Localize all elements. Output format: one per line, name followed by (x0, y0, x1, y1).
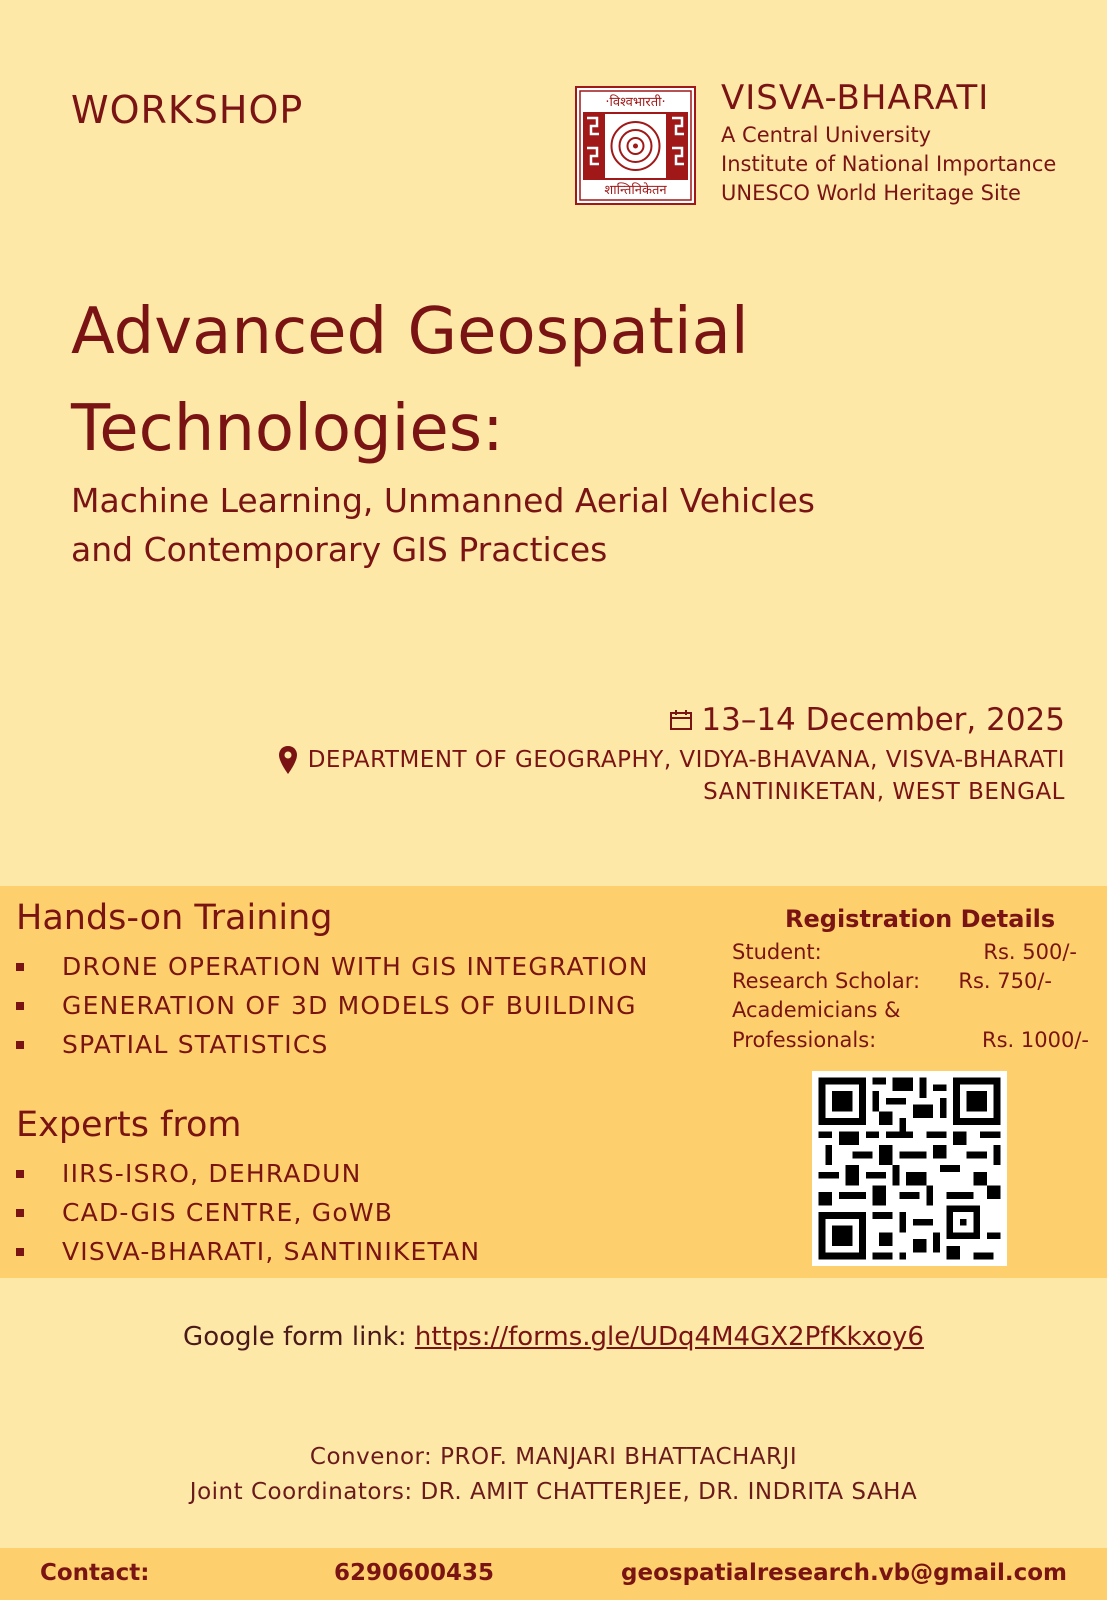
event-date: 13–14 December, 2025 (701, 702, 1065, 738)
subtitle-line-2: and Contemporary GIS Practices (71, 530, 608, 569)
training-item: SPATIAL STATISTICS (16, 1030, 329, 1059)
calendar-icon (669, 709, 693, 731)
convenor-text: Convenor: PROF. MANJARI BHATTACHARJI (309, 1444, 798, 1470)
institution-line: A Central University (721, 123, 932, 147)
qr-code[interactable] (812, 1071, 1007, 1266)
institution-name: VISVA-BHARATI (721, 78, 990, 118)
venue-row (278, 745, 1065, 775)
training-item: GENERATION OF 3D MODELS OF BUILDING (16, 991, 637, 1020)
reg-label-student: Student: (732, 940, 822, 964)
reg-label-professional: Professionals: (732, 1028, 877, 1052)
expert-item: IIRS-ISRO, DEHRADUN (16, 1159, 362, 1188)
reg-fee-academic: Rs. 1000/- (982, 1028, 1089, 1052)
event-date-row (669, 702, 1065, 738)
location-pin-icon (278, 745, 298, 775)
svg-text:·विश्वभारती·: ·विश्वभारती· (605, 95, 666, 110)
reg-fee-scholar: Rs. 750/- (958, 969, 1052, 993)
google-form-link[interactable]: https://forms.gle/UDq4M4GX2PfKkxoy6 (414, 1322, 924, 1352)
bullet-icon (16, 1248, 24, 1256)
registration-heading: Registration Details (785, 905, 1056, 933)
institution-line: UNESCO World Heritage Site (721, 181, 1021, 205)
title-line-2: Technologies: (71, 392, 504, 466)
title-line-1: Advanced Geospatial (71, 295, 749, 369)
contact-label: Contact: (40, 1560, 150, 1586)
contact-email[interactable]: geospatialresearch.vb@gmail.com (621, 1560, 1067, 1586)
bullet-icon (16, 963, 24, 971)
venue-line-2: SANTINIKETAN, WEST BENGAL (703, 779, 1065, 805)
event-type-label: WORKSHOP (71, 88, 304, 132)
reg-label-scholar: Research Scholar: (732, 969, 921, 993)
expert-item: VISVA-BHARATI, SANTINIKETAN (16, 1237, 480, 1266)
bullet-icon (16, 1002, 24, 1010)
subtitle-line-1: Machine Learning, Unmanned Aerial Vehicles (71, 481, 815, 520)
form-link-row (0, 1322, 1107, 1352)
bullet-icon (16, 1041, 24, 1049)
svg-text:शान्तिनिकेतन: शान्तिनिकेतन (604, 183, 667, 198)
coordinators-text: Joint Coordinators: DR. AMIT CHATTERJEE, DR. INDRITA SAHA (189, 1479, 918, 1505)
reg-label-academic: Academicians & (732, 998, 901, 1022)
expert-item: CAD-GIS CENTRE, GoWB (16, 1198, 393, 1227)
experts-heading: Experts from (16, 1105, 242, 1145)
visva-bharati-logo (575, 86, 696, 205)
training-item: DRONE OPERATION WITH GIS INTEGRATION (16, 952, 649, 981)
bullet-icon (16, 1170, 24, 1178)
training-heading: Hands-on Training (16, 898, 333, 938)
reg-fee-student: Rs. 500/- (983, 940, 1077, 964)
venue-line-1: DEPARTMENT OF GEOGRAPHY, VIDYA-BHAVANA, VISVA-BHARATI (307, 747, 1065, 773)
bullet-icon (16, 1209, 24, 1217)
form-link-label: Google form link: (183, 1322, 415, 1352)
institution-line: Institute of National Importance (721, 152, 1057, 176)
contact-phone[interactable]: 6290600435 (334, 1560, 495, 1586)
